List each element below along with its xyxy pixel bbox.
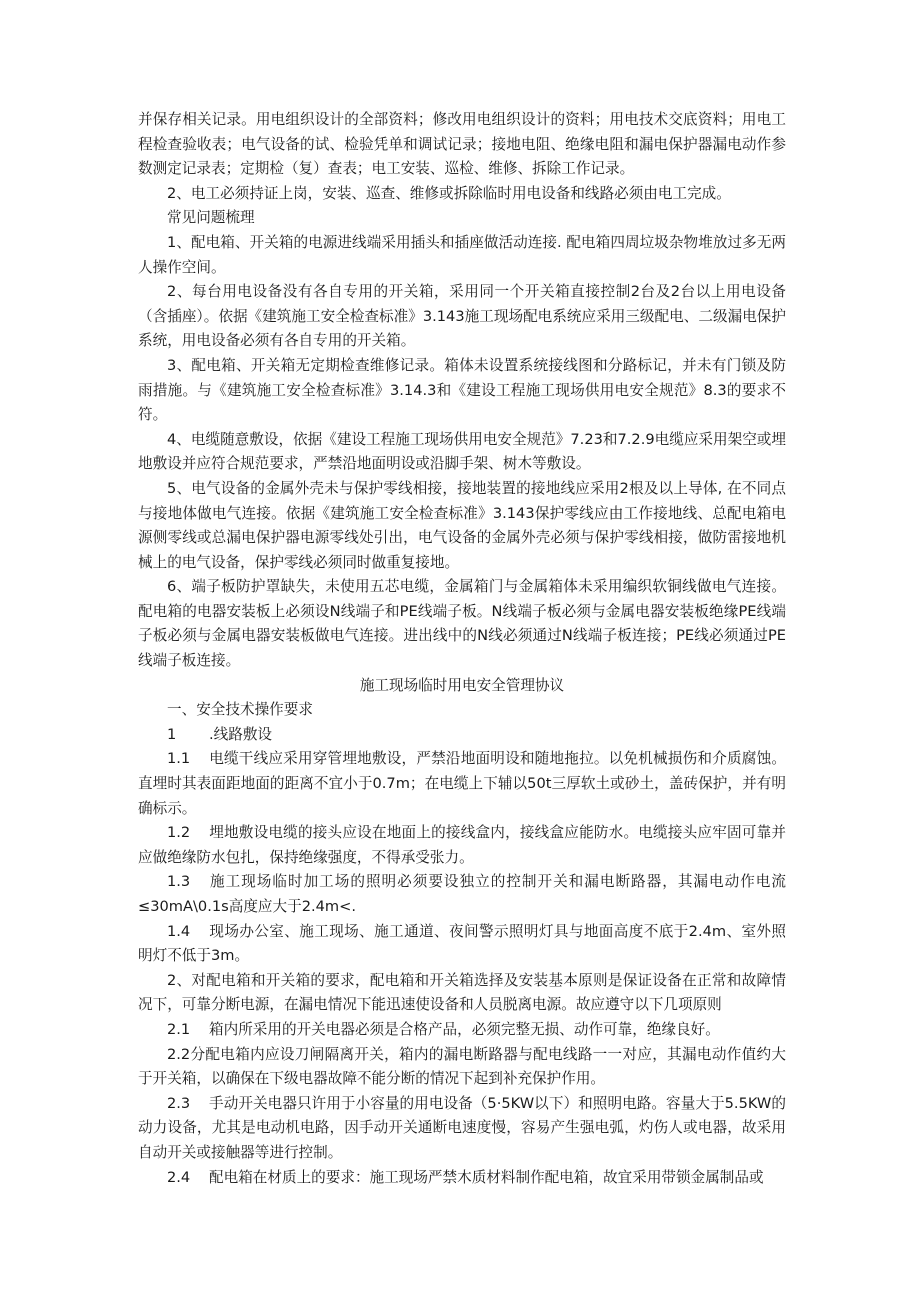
paragraph-records: 并保存相关记录。用电组织设计的全部资料；修改用电组织设计的资料；用电技术交底资料；用电工程检查验收表；电气设备的试、检验凭单和调试记录；接地电阻、绝缘电阻和漏电保护器漏电动作参数测定记录表；定期检（复）查表；电工安装、巡检、维修、拆除工作记录。 [138,111,786,178]
paragraph-electrician: 2、电工必须持证上岗，安装、巡查、维修或拆除临时用电设备和线路必须由电工完成。 [167,184,731,202]
item-1-3 [138,870,786,919]
item-text: 施工现场临时加工场的照明必须要设独立的控制开关和漏电断路器，其漏电动作电流≤30mA\0.1s高度应大于2.4m<. [138,873,786,915]
item-text: 手动开关电器只许用于小容量的用电设备（5·5KW以下）和照明电路。容量大于5.5KW的动力设备，尤其是电动机电路，因手动开关通断电速度慢，容易产生强电弧，灼伤人或电器，故采用自动开关或接触器等进行控制。 [138,1094,786,1161]
section-title: 施工现场临时用电安全管理协议 [359,676,565,694]
issue-2: 2、每台用电设备没有各自专用的开关箱，采用同一个开关箱直接控制2台及2台以上用电设备（含插座）。依据《建筑施工安全检查标准》3.143施工现场配电系统应采用三级配电、二级漏电保护系统，用电设备必须有各自专用的开关箱。 [138,283,786,350]
paragraph-box-requirements: 2、对配电箱和开关箱的要求，配电箱和开关箱选择及安装基本原则是保证设备在正常和故障情况下，可靠分断电源，在漏电情况下能迅速使设备和人员脱离电源。故应遵守以下几项原则 [138,971,786,1014]
issue-1: 1、配电箱、开关箱的电源进线端采用插头和插座做活动连接. 配电箱四周垃圾杂物堆放过多无两人操作空间。 [138,233,786,276]
item-number: 1.2 [167,824,191,842]
document-page [138,108,786,1190]
heading-line-laying [138,723,786,748]
heading-text: .线路敷设 [209,725,273,743]
issue-4: 4、电缆随意敷设，依据《建设工程施工现场供用电安全规范》7.23和7.2.9电缆应采用架空或埋地敷设并应符合规范要求，严禁沿地面明设或沿脚手架、树木等敷设。 [138,430,786,473]
item-1-4 [138,920,786,969]
item-number: 1.4 [167,922,191,940]
item-number: 2.1 [167,1020,191,1038]
item-number: 1.1 [167,750,191,768]
item-2-1 [138,1018,786,1043]
item-2-3 [138,1092,786,1166]
heading-common-issues: 常见问题梳理 [167,209,255,227]
item-text: 配电箱在材质上的要求：施工现场严禁木质材料制作配电箱，故宜采用带锁金属制品或 [209,1168,764,1186]
issue-3: 3、配电箱、开关箱无定期检查维修记录。箱体未设置系统接线图和分路标记，并未有门锁及防雨措施。与《建筑施工安全检查标准》3.14.3和《建设工程施工现场供用电安全规范》8.3的要求不符。 [138,356,786,424]
item-text: 现场办公室、施工现场、施工通道、夜间警示照明灯具与地面高度不底于2.4m、室外照明灯不低于3m。 [138,922,786,965]
item-number: 2.4 [167,1168,191,1186]
item-1-1 [138,747,786,821]
item-number: 1.3 [167,873,191,891]
item-text: 电缆干线应采用穿管埋地敷设，严禁沿地面明设和随地拖拉。以免机械损伤和介质腐蚀。直埋时其表面距地面的距离不宜小于0.7m；在电缆上下辅以50t三厚软土或砂土，盖砖保护，并有明确标示。 [138,750,786,817]
item-text: 分配电箱内应设刀闸隔离开关，箱内的漏电断路器与配电线路一一对应，其漏电动作值约大于开关箱，以确保在下级电器故障不能分断的情况下起到补充保护作用。 [138,1045,786,1088]
item-text: 埋地敷设电缆的接头应设在地面上的接线盒内，接线盒应能防水。电缆接头应牢固可靠并应做绝缘防水包扎，保持绝缘强度，不得承受张力。 [138,824,786,866]
item-number: 2.3 [167,1094,191,1112]
issue-6: 6、端子板防护罩缺失，未使用五芯电缆，金属箱门与金属箱体未采用编织软铜线做电气连接。配电箱的电器安装板上必须设N线端子和PE线端子板。N线端子板必须与金属电器安装板绝缘PE线端子板必须与金属电器安装板做电气连接。进出线中的N线必须通过N线端子板连接；PE线必须通过PE线端子板连接。 [138,578,786,670]
item-2-2 [138,1043,786,1092]
heading-safety-requirements: 一、安全技术操作要求 [167,701,313,719]
item-number: 2.2 [167,1045,191,1063]
issue-5: 5、电气设备的金属外壳未与保护零线相接，接地装置的接地线应采用2根及以上导体, 在不同点与接地体做电气连接。依据《建筑施工安全检查标准》3.143保护零线应由工作接地线、总配电箱电源侧零线或总漏电保护器电源零线处引出，电气设备的金属外壳必须与保护零线相接，做防雷接地机械上的电气设备，保护零线必须同时做重复接地。 [138,479,786,571]
item-2-4 [138,1166,786,1191]
item-text: 箱内所采用的开关电器必须是合格产品，必须完整无损、动作可靠，绝缘良好。 [209,1020,720,1038]
item-1-2 [138,821,786,870]
heading-number: 1 [167,725,177,743]
